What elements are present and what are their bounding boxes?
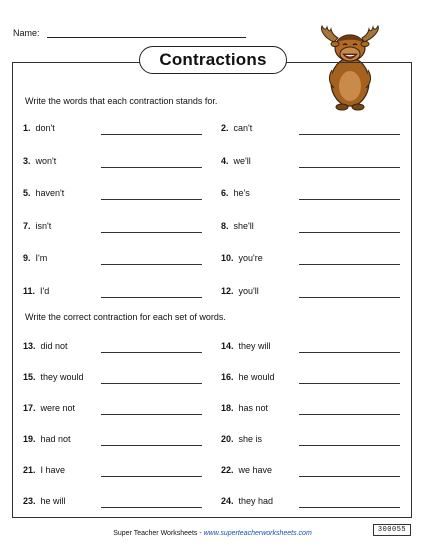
question-text: I have (40, 465, 66, 475)
question-item (23, 496, 66, 506)
question-number: 4. (221, 155, 229, 166)
question-item (221, 286, 259, 296)
answer-line[interactable] (299, 134, 400, 135)
question-text: he's (233, 188, 250, 198)
question-item (23, 372, 84, 382)
page-title: Contractions (139, 46, 287, 74)
question-number: 21. (23, 465, 36, 475)
question-text: has not (238, 403, 269, 413)
answer-line[interactable] (101, 476, 202, 477)
question-number: 5. (23, 188, 31, 198)
answer-line[interactable] (101, 167, 202, 168)
question-item (221, 496, 273, 506)
answer-line[interactable] (101, 199, 202, 200)
question-item (23, 286, 49, 296)
question-number: 12. (221, 285, 234, 296)
question-item (23, 156, 56, 166)
question-number: 7. (23, 220, 31, 231)
section2-instruction: Write the correct contraction for each set of words. (25, 312, 226, 322)
question-text: can't (233, 123, 253, 133)
question-text: you're (238, 253, 263, 263)
question-number: 18. (221, 403, 234, 413)
name-line[interactable] (47, 37, 246, 38)
answer-line[interactable] (299, 167, 400, 168)
question-item (221, 123, 252, 133)
answer-line[interactable] (299, 352, 400, 353)
answer-line[interactable] (299, 232, 400, 233)
question-item (23, 221, 51, 231)
question-number: 16. (221, 372, 234, 382)
question-text: isn't (35, 220, 52, 231)
worksheet-code: 300055 (373, 524, 411, 536)
answer-line[interactable] (101, 445, 202, 446)
answer-line[interactable] (299, 297, 400, 298)
question-item (23, 434, 71, 444)
question-number: 8. (221, 220, 229, 231)
question-number: 22. (221, 465, 234, 475)
question-text: had not (40, 434, 71, 444)
question-text: she'll (233, 220, 254, 231)
answer-line[interactable] (101, 352, 202, 353)
question-number: 1. (23, 123, 31, 133)
question-number: 6. (221, 188, 229, 198)
question-text: I'm (35, 253, 48, 263)
name-label: Name: (13, 28, 40, 38)
answer-line[interactable] (101, 414, 202, 415)
question-text: don't (35, 123, 55, 133)
question-item (23, 253, 47, 263)
question-number: 11. (23, 285, 36, 296)
question-item (221, 434, 262, 444)
question-text: they would (40, 372, 84, 382)
question-item (221, 221, 254, 231)
question-text: you'll (238, 285, 259, 296)
question-item (23, 403, 75, 413)
question-number: 15. (23, 372, 36, 382)
answer-line[interactable] (299, 507, 400, 508)
question-text: haven't (35, 188, 65, 198)
answer-line[interactable] (299, 264, 400, 265)
question-text: he would (238, 372, 275, 382)
answer-line[interactable] (101, 383, 202, 384)
answer-line[interactable] (299, 383, 400, 384)
question-item (23, 465, 65, 475)
answer-line[interactable] (101, 264, 202, 265)
question-item (23, 341, 68, 351)
question-text: she is (238, 434, 263, 444)
footer (0, 530, 425, 537)
question-text: they will (238, 341, 271, 351)
question-text: were not (40, 403, 76, 413)
worksheet-frame (12, 62, 412, 518)
question-number: 3. (23, 155, 31, 166)
answer-line[interactable] (101, 297, 202, 298)
question-item (221, 465, 272, 475)
answer-line[interactable] (101, 507, 202, 508)
answer-line[interactable] (101, 134, 202, 135)
section1-instruction: Write the words that each contraction stands for. (25, 96, 218, 106)
question-item (221, 341, 271, 351)
answer-line[interactable] (299, 414, 400, 415)
question-item (221, 403, 268, 413)
question-text: did not (40, 341, 68, 351)
question-number: 20. (221, 434, 234, 444)
question-item (221, 156, 251, 166)
question-text: I'd (40, 285, 50, 296)
question-text: we'll (233, 155, 251, 166)
footer-url[interactable]: www.superteacherworksheets.com (203, 530, 312, 537)
answer-line[interactable] (299, 445, 400, 446)
question-item (23, 123, 55, 133)
answer-line[interactable] (101, 232, 202, 233)
question-number: 14. (221, 341, 234, 351)
question-item (221, 188, 250, 198)
answer-line[interactable] (299, 199, 400, 200)
question-item (221, 253, 263, 263)
question-number: 2. (221, 123, 229, 133)
question-number: 9. (23, 253, 31, 263)
question-text: he will (40, 496, 66, 506)
question-text: we have (238, 465, 273, 475)
question-number: 19. (23, 434, 36, 444)
question-item (221, 372, 275, 382)
question-number: 23. (23, 496, 36, 506)
question-text: won't (35, 155, 57, 166)
question-item (23, 188, 64, 198)
question-number: 10. (221, 253, 234, 263)
question-number: 24. (221, 496, 234, 506)
answer-line[interactable] (299, 476, 400, 477)
question-text: they had (238, 496, 274, 506)
question-number: 13. (23, 341, 36, 351)
footer-brand: Super Teacher Worksheets - (113, 530, 204, 537)
question-number: 17. (23, 403, 36, 413)
